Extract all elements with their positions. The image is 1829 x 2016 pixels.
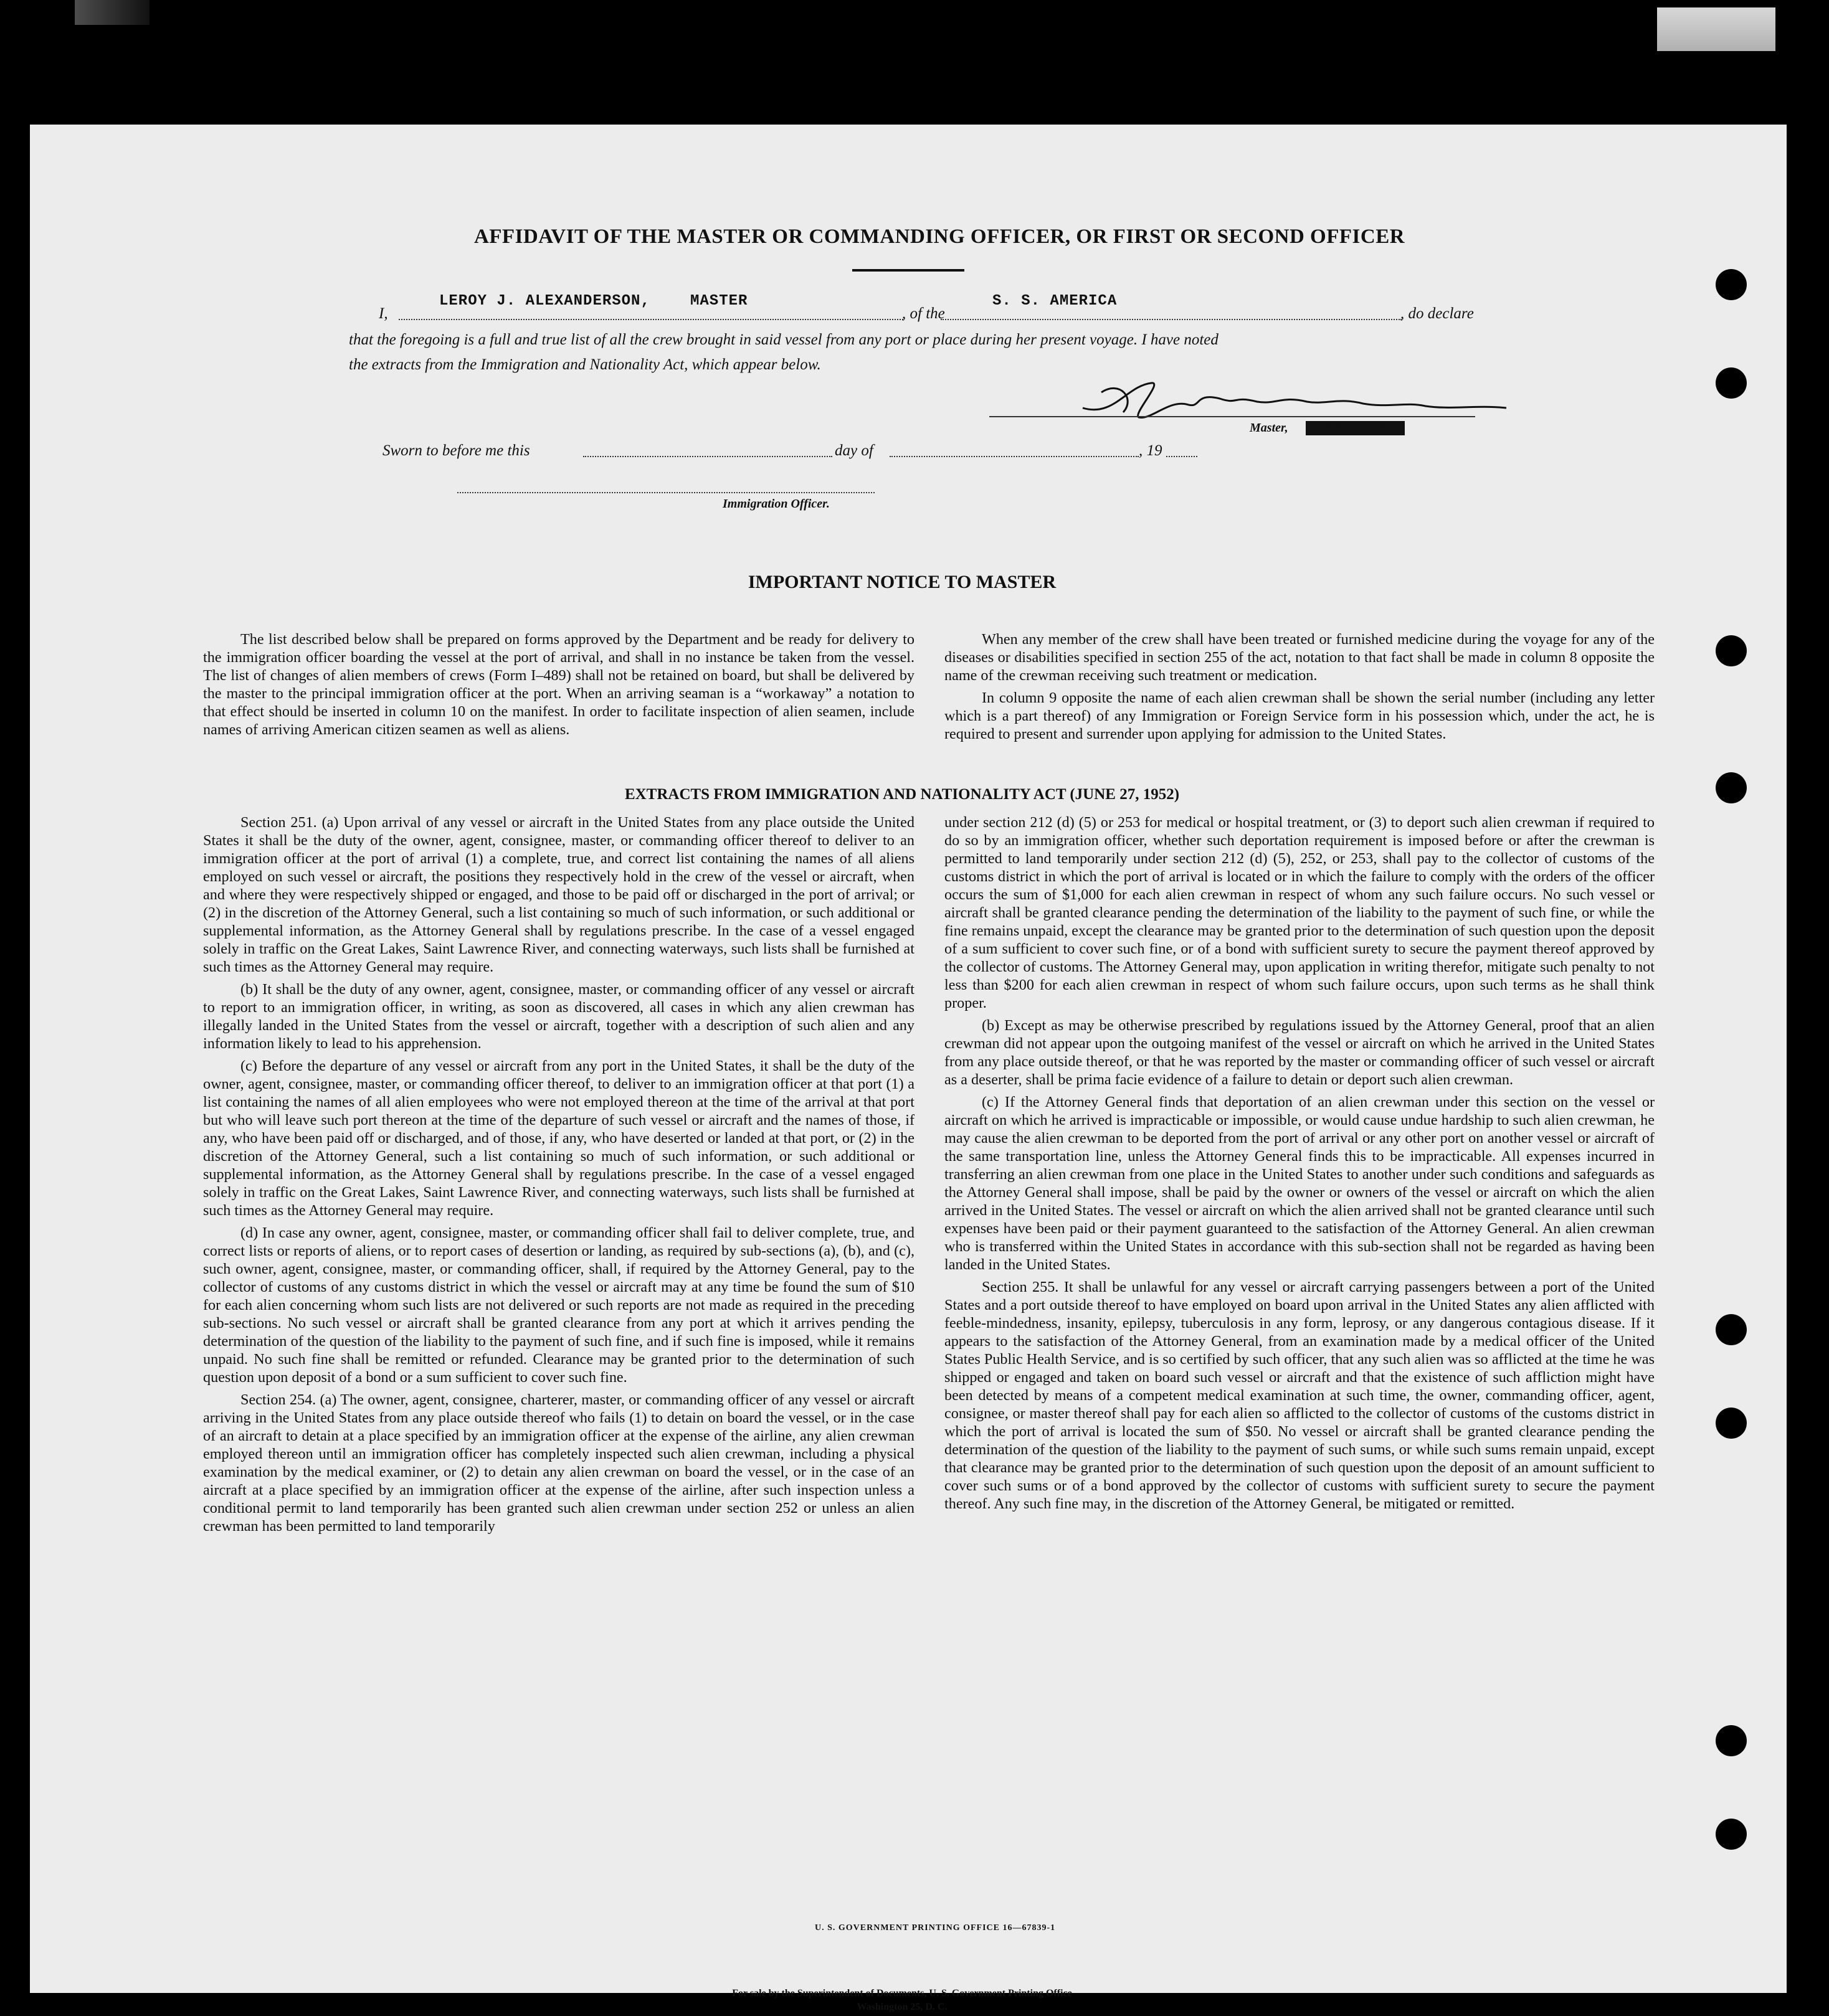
extract-paragraph: (b) It shall be the duty of any owner, agent, consignee, master, or commanding officer of any vessel or aircraft to report to an immigration officer, in writing, as soon as discovered, all cases in which any alien crewman has illegally landed in the United States from the vessel or aircraft, together with a description of such alien and any information likely to lead to his apprehension. (203, 981, 914, 1052)
sworn-label: Sworn to before me this (382, 442, 530, 459)
footer-line-2: Washington 25, D. C. (857, 2002, 948, 2012)
notice-paragraph: The list described below shall be prepared on forms approved by the Department and be ready for delivery to the immigration officer boarding the vessel at the port of arrival, and shall in no instance be taken from the vessel. The list of changes of alien members of crews (Form I–489) shall not be retained on board, but shall be delivered by the master to the principal immigration officer at the port. When an arriving seaman is a “workaway” a notation to that effect should be inserted in column 10 on the manifest. In order to facilitate inspection of alien seamen, include names of arriving American citizen seamen as well as aliens. (203, 631, 914, 738)
declaration-line-2: the extracts from the Immigration and Nationality Act, which appear below. (349, 356, 821, 373)
signature-line (989, 416, 1475, 417)
notice-paragraph: In column 9 opposite the name of each alien crewman shall be shown the serial number (including any letter which is a part thereof) of any Immigration or Foreign Service form in his possession which, under the act, he is required to present and surrender upon applying for admission to the United States. (944, 689, 1655, 742)
punch-hole (1716, 269, 1747, 300)
rank-field: MASTER (690, 293, 748, 310)
extracts-left-column (203, 813, 914, 1540)
i-label: I, (379, 305, 388, 322)
notice-title: IMPORTANT NOTICE TO MASTER (748, 572, 1057, 592)
extract-paragraph: (b) Except as may be otherwise prescribed by regulations issued by the Attorney General, proof that an alien crewman did not appear upon the outgoing manifest of the vessel or aircraft on which he arrived in the United States from any place outside thereof, or that he was reported by the master or commanding officer of such vessel or aircraft as a deserter, shall be prima facie evidence of a failure to detain or deport such alien crewman. (944, 1017, 1655, 1088)
title-divider (852, 269, 964, 272)
extract-paragraph: Section 254. (a) The owner, agent, consignee, charterer, master, or commanding officer of any vessel or aircraft arriving in the United States from any place outside thereof who fails (1) to detain on board the vessel, or in the case of an aircraft to detain at a place specified by an immigration officer at the expense of the airline, any alien crewman employed thereon until an immigration officer has completely inspected such alien crewman, including a physical examination by the medical examiner, or (2) to detain any alien crewman on board the vessel, or in the case of an aircraft at a place specified by an immigration officer at the expense of the airline, after such inspection unless a conditional permit to land temporarily has been granted such alien crewman under section 252 or unless an alien crewman has been permitted to land temporarily (203, 1391, 914, 1535)
year-label: , 19 (1139, 442, 1162, 459)
name-field-line (399, 319, 903, 320)
punch-hole (1716, 635, 1747, 666)
sworn-month-line (890, 456, 1139, 457)
day-of-label: day of (835, 442, 873, 459)
document-page (30, 125, 1787, 2012)
vessel-field: S. S. AMERICA (992, 293, 1118, 310)
extract-paragraph: (c) Before the departure of any vessel or aircraft from any port in the United States, it shall be the duty of the owner, agent, consignee, master, or commanding officer thereof, to deliver to an immigration officer at that port (1) a list containing the names of all alien employees who were not employed thereon at the time of the arrival at that port but who will leave such port thereon at the time of the departure of such vessel or aircraft and the names of those, if any, who have been paid off or discharged, and of those, if any, who have deserted or landed at that port, or (2) in the discretion of the Attorney General, such a list containing so much of such information, or such additional or supplemental information, as the Attorney General shall by regulations prescribe. In the case of a vessel engaged solely in traffic on the Great Lakes, Saint Lawrence River, and connecting waterways, such lists shall be furnished at such times as the Attorney General may require. (203, 1058, 914, 1219)
extract-paragraph: Section 251. (a) Upon arrival of any vessel or aircraft in the United States from any place outside the United States it shall be the duty of the owner, agent, consignee, master, or commanding officer thereof to deliver to an immigration officer at the port of arrival (1) a complete, true, and correct list containing the names of all aliens employed on such vessel or aircraft, the positions they respectively hold in the crew of the vessel or aircraft, when and where they were respectively shipped or engaged, and those to be paid off or discharged in the port of arrival; or (2) in the discretion of the Attorney General, such a list containing so much of such information, or such additional or supplemental information, as the Attorney General shall by regulations prescribe. In the case of a vessel engaged solely in traffic on the Great Lakes, Saint Lawrence River, and connecting waterways, such lists shall be furnished at such times as the Attorney General may require. (203, 814, 914, 975)
punch-hole (1716, 367, 1747, 399)
declaration-line-1: that the foregoing is a full and true list of all the crew brought in said vessel from any port or place during her present voyage. I have noted (349, 331, 1219, 348)
master-struck-text: XXXXXXXXXXX (1306, 421, 1405, 435)
affidavit-title: AFFIDAVIT OF THE MASTER OR COMMANDING OFFICER, OR FIRST OR SECOND OFFICER (473, 225, 1405, 248)
scan-edge-artifact (75, 0, 150, 25)
master-label: Master, (1250, 421, 1288, 435)
punch-hole (1716, 1819, 1747, 1850)
extract-paragraph: under section 212 (d) (5) or 253 for medical or hospital treatment, or (3) to deport such alien crewman if required to do so by an immigration officer, whether such deportation requirement is imposed before or after the crewman is permitted to land temporarily under section 212 (d) (5), 252, or 253, shall pay to the collector of customs of the customs district in which the port of arrival is located or in which the failure to comply with the orders of the officer occurs the sum of $1,000 for each alien crewman in respect of whom any such failure occurs. No such vessel or aircraft shall be granted clearance pending the determination of the liability to the payment of such fine, or while the fine remains unpaid, except the clearance may be granted prior to the determination of such question upon the deposit of a sum sufficient to cover such fine, or of a bond with sufficient surety to secure the payment thereof approved by the collector of customs. The Attorney General may, upon application in writing therefor, mitigate such penalty to not less than $200 for each alien crewman in respect of whom such failure occurs, upon such terms as he shall think proper. (944, 814, 1655, 1011)
master-signature (1076, 380, 1513, 427)
punch-hole (1716, 772, 1747, 803)
year-line (1166, 456, 1197, 457)
notice-right-column (944, 630, 1655, 747)
printer-line: U. S. GOVERNMENT PRINTING OFFICE 16—67839-1 (815, 1923, 1056, 1933)
notice-paragraph: When any member of the crew shall have been treated or furnished medicine during the voyage for any of the diseases or disabilities specified in section 255 of the act, notation to that fact shall be made in column 8 opposite the name of the crewman receiving such treatment or medication. (944, 631, 1655, 684)
extracts-title: EXTRACTS FROM IMMIGRATION AND NATIONALITY ACT (JUNE 27, 1952) (624, 786, 1180, 803)
name-field: LEROY J. ALEXANDERSON, (439, 293, 650, 310)
extract-paragraph: (d) In case any owner, agent, consignee, master, or commanding officer shall fail to deliver complete, true, and correct lists or reports of aliens, or to report cases of desertion or landing, as required by sub-sections (a), (b), and (c), such owner, agent, consignee, master, or commanding officer, shall, if required by the Attorney General, pay to the collector of customs of any customs district in which the vessel or aircraft may at any time be found the sum of $10 for each alien concerning whom such lists are not delivered or such reports are not made as required in the preceding sub-sections. No such vessel or aircraft shall be granted clearance from any port at which it arrives pending the determination of the question of the liability to the payment of such fine, and if such fine is imposed, while it remains unpaid. No such fine shall be remitted or refunded. Clearance may be granted prior to the determination of such question upon deposit of a bond or a sum sufficient to cover such fine. (203, 1224, 914, 1386)
footer (591, 1987, 1214, 2014)
punch-hole (1716, 1314, 1747, 1345)
extract-paragraph: (c) If the Attorney General finds that deportation of an alien crewman under this section on the vessel or aircraft on which he arrived is impracticable or impossible, or would cause undue hardship to such alien crewman, he may cause the alien crewman to be deported from the port of arrival or any other port on another vessel or aircraft of the same transportation line, unless the Attorney General finds this to be impracticable. All expenses incurred in transferring an alien crewman from one place in the United States to another under such conditions and safeguards as the Attorney General shall impose, shall be paid by the owner or owners of the vessel or aircraft on which the alien arrived in the United States. The vessel or aircraft on which the alien arrived shall not be granted clearance until such expenses have been paid or their payment guaranteed to the satisfaction of the Attorney General. An alien crewman who is transferred within the United States in accordance with this sub-section shall not be regarded as having been landed in the United States. (944, 1094, 1655, 1273)
footer-line-1: For sale by the Superintendent of Documents, U. S. Government Printing Office (732, 1988, 1072, 1999)
immigration-officer-label: Immigration Officer. (723, 497, 830, 511)
of-the-label: , of the (902, 305, 945, 322)
vessel-field-line (941, 319, 1402, 320)
punch-hole (1716, 1725, 1747, 1756)
sworn-day-line (583, 456, 832, 457)
punch-hole (1716, 1408, 1747, 1439)
immigration-officer-line (457, 492, 875, 493)
notice-left-column (203, 630, 914, 743)
extracts-right-column (944, 813, 1655, 1517)
do-declare-label: , do declare (1400, 305, 1474, 322)
extract-paragraph: Section 255. It shall be unlawful for any vessel or aircraft carrying passengers between a port of the United States and a port outside thereof to have employed on board upon arrival in the United States any alien afflicted with feeble-mindedness, insanity, epilepsy, tuberculosis in any form, leprosy, or any dangerous contagious disease. If it appears to the satisfaction of the Attorney General, from an examination made by a medical officer of the United States Public Health Service, and is so certified by such officer, that any such alien was so afflicted at the time he was shipped or engaged and taken on board such vessel or aircraft and that the existence of such affliction might have been detected by means of a competent medical examination at such time, the owner, commanding officer, agent, consignee, or master thereof shall pay for each alien so afflicted to the collector of customs of the customs district in which the port of arrival is located the sum of $50. No vessel or aircraft shall be granted clearance pending the determination of the question of the liability to the payment of such sums, or while such sums remain unpaid, except that clearance may be granted prior to the determination of such question upon the deposit of an amount sufficient to cover such sums or of a bond approved by the collector of customs with sufficient surety to secure the payment thereof. Any such fine may, in the discretion of the Attorney General, be mitigated or remitted. (944, 1279, 1655, 1512)
scan-edge-artifact (1657, 7, 1775, 51)
